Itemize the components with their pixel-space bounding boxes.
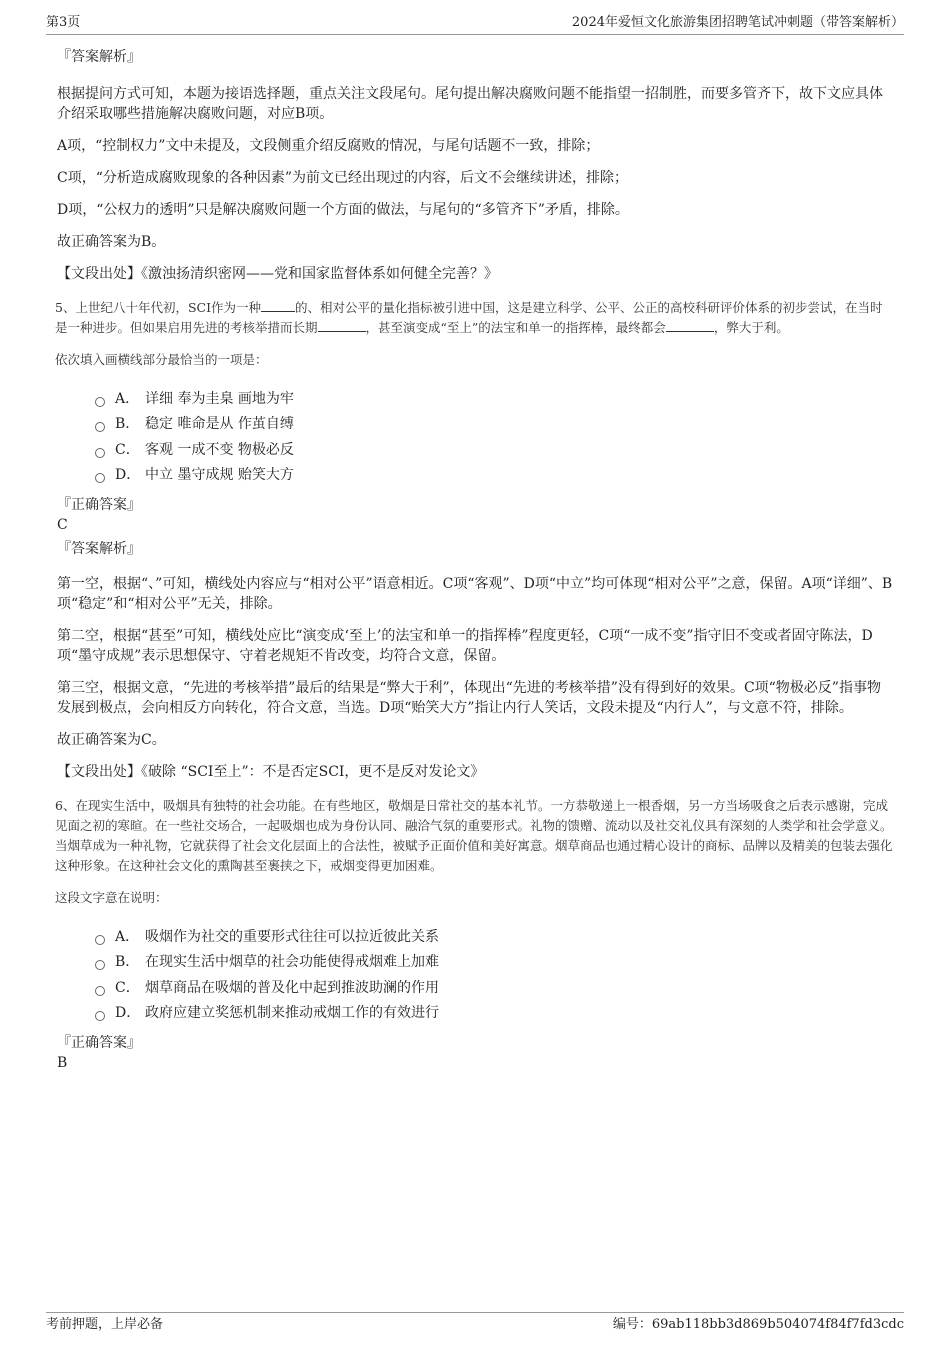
document-id: 编号：69ab118bb3d869b504074f84f7fd3cdc [612,1317,904,1332]
page-number: 第3页 [46,15,81,30]
source-citation: 【文段出处】《破除 “SCI至上”：不是否定SCI，更不是反对发论文》 [57,764,485,780]
page-header [46,14,904,35]
question-5-prompt: 依次填入画横线部分最恰当的一项是： [55,352,268,367]
analysis-paragraph: A项，“控制权力”文中未提及，文段侧重介绍反腐败的情况，与尾句话题不一致，排除； [57,138,600,154]
question-6-options [95,924,893,1026]
radio-button-icon[interactable] [95,448,105,458]
option-d[interactable]: D． 中立 墨守成规 贻笑大方 [95,463,893,489]
blank-2 [318,319,366,332]
radio-button-icon[interactable] [95,473,105,483]
option-d[interactable]: D． 政府应建立奖惩机制来推动戒烟工作的有效进行 [95,1001,893,1027]
analysis-paragraph: 第二空，根据“甚至”可知，横线处应比“演变成‘至上’的法宝和单一的指挥棒”程度更轻，C项“一成不变”指守旧不变或者固守陈法，D项“墨守成规”表示思想保守、守着老规矩不肯改变，均符合文意，保留。 [57,628,873,664]
correct-answer-label: 『正确答案』 [57,497,141,513]
analysis-paragraph: 根据提问方式可知，本题为接语选择题，重点关注文段尾句。尾句提出解决腐败问题不能指望一招制胜，而要多管齐下，故下文应具体介绍采取哪些措施解决腐败问题，对应B项。 [57,86,883,122]
document-title: 2024年爱恒文化旅游集团招聘笔试冲刺题（带答案解析） [571,15,904,30]
correct-answer: B [57,1055,68,1071]
question-5-options [95,386,893,488]
radio-button-icon[interactable] [95,935,105,945]
radio-button-icon[interactable] [95,397,105,407]
analysis-paragraph: 第一空，根据“、”可知，横线处内容应与“相对公平”语意相近。C项“客观”、D项“中立”均可体现“相对公平”之意，保留。A项“详细”、B项“稳定”和“相对公平”无关，排除。 [57,576,893,612]
option-a[interactable]: A． 吸烟作为社交的重要形式往往可以拉近彼此关系 [95,924,893,950]
conclusion: 故正确答案为C。 [57,732,166,748]
option-c[interactable]: C． 客观 一成不变 物极必反 [95,437,893,463]
analysis-label: 『答案解析』 [57,541,141,557]
page-footer [46,1312,904,1337]
question-5-text: 5、上世纪八十年代初，SCI作为一种 的、相对公平的量化指标被引进中国，这是建立科学、公平、公正的高校科研评价体系的初步尝试，在当时是一种进步。但如果启用先进的考核举措而长期 ，甚至演变成“至上”的法宝和单一的指挥棒，最终都会 ，弊大于利。 [55,300,883,335]
radio-button-icon[interactable] [95,960,105,970]
option-b[interactable]: B． 稳定 唯命是从 作茧自缚 [95,412,893,438]
blank-1 [261,299,295,312]
question-6-prompt: 这段文字意在说明： [55,890,168,905]
option-c[interactable]: C． 烟草商品在吸烟的普及化中起到推波助澜的作用 [95,975,893,1001]
correct-answer-label: 『正确答案』 [57,1035,141,1051]
analysis-paragraph: C项，“分析造成腐败现象的各种因素”为前文已经出现过的内容，后文不会继续讲述，排除； [57,170,629,186]
radio-button-icon[interactable] [95,1011,105,1021]
blank-3 [666,319,714,332]
radio-button-icon[interactable] [95,422,105,432]
footer-slogan: 考前押题，上岸必备 [46,1317,164,1332]
option-b[interactable]: B． 在现实生活中烟草的社会功能使得戒烟难上加难 [95,950,893,976]
option-a[interactable]: A． 详细 奉为圭臬 画地为牢 [95,386,893,412]
correct-answer: C [57,517,68,533]
analysis-paragraph: 第三空，根据文意，“先进的考核举措”最后的结果是“弊大于利”，体现出“先进的考核举措”没有得到好的效果。C项“物极必反”指事物发展到极点，会向相反方向转化，符合文意，当选。D项“贻笑大方”指让内行人笑话，文段未提及“内行人”，与文意不符，排除。 [57,680,881,716]
radio-button-icon[interactable] [95,986,105,996]
conclusion: 故正确答案为B。 [57,234,166,250]
analysis-paragraph: D项，“公权力的透明”只是解决腐败问题一个方面的做法，与尾句的“多管齐下”矛盾，排除。 [57,202,629,218]
page-content [57,44,893,1078]
question-6-text: 6、在现实生活中，吸烟具有独特的社会功能。在有些地区，敬烟是日常社交的基本礼节。一方恭敬递上一根香烟，另一方当场吸食之后表示感谢，完成见面之初的寒暄。在一些社交场合，一起吸烟也成为身份认同、融洽气氛的重要形式。礼物的馈赠、流动以及社交礼仪具有深刻的人类学和社会学意义。当烟草成为一种礼物，它就获得了社会文化层面上的合法性，被赋予正面价值和美好寓意。烟草商品也通过精心设计的商标、品牌以及精美的包装去强化这种形象。在这种社会文化的熏陶甚至裹挟之下，戒烟变得更加困难。 [55,798,893,873]
source-citation: 【文段出处】《激浊扬清织密网——党和国家监督体系如何健全完善？》 [57,266,498,282]
analysis-label: 『答案解析』 [57,49,141,65]
